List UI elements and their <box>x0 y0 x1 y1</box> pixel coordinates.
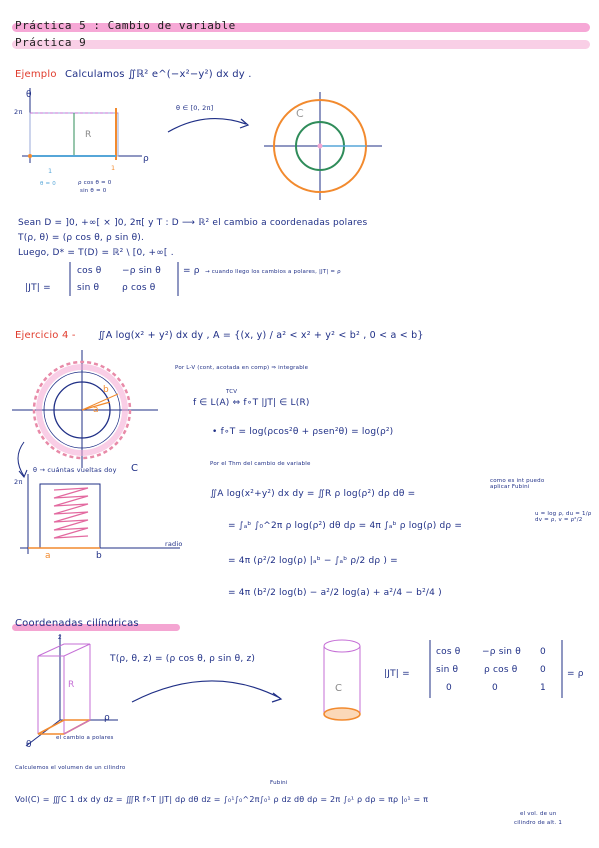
note-cos: ρ cos θ = 0 <box>78 180 112 186</box>
cyl-m11: cos θ <box>436 647 461 657</box>
jac-m11: cos θ <box>77 266 102 276</box>
fubini-note: como es int puedo aplicar Fubini <box>490 478 545 490</box>
ejercicio-title: Ejercicio 4 - <box>15 330 76 341</box>
polar-change-note: el cambio a polares <box>56 735 114 741</box>
mapping-arrow <box>166 110 256 140</box>
jacobian-label: |JT| = <box>25 283 51 293</box>
cyl-m33: 1 <box>540 683 546 693</box>
rho-axis-label: ρ <box>104 713 110 723</box>
box-r-label: R <box>68 680 75 690</box>
jac-m22: ρ cos θ <box>122 283 156 293</box>
volume-note: Calculemos el volumen de un cilindro <box>15 765 126 771</box>
ejemplo-statement: Calculamos ∬ℝ² e^(−x²−y²) dx dy . <box>65 69 252 80</box>
ejemplo-title: Ejemplo <box>15 69 57 80</box>
eq3: = 4π (ρ²/2 log(ρ) |ₐᵇ − ∫ₐᵇ ρ/2 dρ ) = <box>228 556 398 566</box>
eq1: ∬A log(x²+y²) dx dy = ∬R ρ log(ρ²) dρ dθ = <box>210 489 416 499</box>
header-highlight-2 <box>12 40 590 49</box>
transform-formula: T(ρ, θ, z) = (ρ cos θ, ρ sin θ, z) <box>110 654 256 664</box>
fubini-over: Fubini <box>270 780 288 786</box>
one-label-axis: 1 <box>48 167 53 175</box>
cyl-jac-label: |JT| = <box>384 669 410 679</box>
volume-caption-1: el vol. de un <box>520 811 557 817</box>
sean-line1: Sean D = ]0, +∞[ × ]0, 2π[ y T : D ⟶ ℝ² el cambio a coordenadas polares <box>18 218 368 228</box>
cyl-jac-result: = ρ <box>567 669 584 679</box>
eq2: = ∫ₐᵇ ∫₀^2π ρ log(ρ²) dθ dρ = 4π ∫ₐᵇ ρ log(ρ) dρ = <box>228 521 463 531</box>
cilindricas-title: Coordenadas cilíndricas <box>15 618 139 629</box>
region-r-label: R <box>85 130 92 140</box>
ejemplo-region-diagram <box>12 88 172 178</box>
thm-note: Por el Thm del cambio de variable <box>210 461 311 467</box>
annulus-diagram <box>12 350 162 470</box>
jac-m21: sin θ <box>77 283 100 293</box>
cyl-m31: 0 <box>446 683 452 693</box>
annulus-b-label: b <box>103 385 109 395</box>
axis-rho: ρ <box>143 154 149 164</box>
jac-m12: −ρ sin θ <box>122 266 161 276</box>
note-sin: sin θ = 0 <box>80 188 107 194</box>
jac-result: = ρ <box>183 266 200 276</box>
axis-a-label: a <box>45 551 51 561</box>
radio-label: radio <box>165 540 183 548</box>
z-axis-label: z <box>58 633 62 641</box>
cilindricas-arrow <box>130 670 290 710</box>
cyl-m23: 0 <box>540 665 546 675</box>
volume-equation: Vol(C) = ∭C 1 dx dy dz = ∭R f∘T |JT| dρ dθ dz = ∫₀¹∫₀^2π∫₀¹ ρ dz dθ dρ = 2π ∫₀¹ ρ dρ = πρ |₀¹ = π <box>15 795 429 804</box>
polar-circles-diagram <box>264 92 384 202</box>
cyl-m12: −ρ sin θ <box>482 647 521 657</box>
cyl-m13: 0 <box>540 647 546 657</box>
annulus-a-label: a <box>93 405 99 415</box>
lv-note: Por L-V (cont, acotada en comp) ⇒ integrable <box>175 365 309 371</box>
note-theta0: θ = 0 <box>40 181 56 187</box>
page-subtitle: Práctica 9 <box>15 36 87 49</box>
cyl-m21: sin θ <box>436 665 459 675</box>
two-pi-label: 2π <box>14 108 23 116</box>
tcv-equivalence: f ∈ L(A) ⇔ f∘T |JT| ∈ L(R) <box>193 398 310 408</box>
two-pi-ejercicio: 2π <box>14 478 23 486</box>
circle-c-label: C <box>296 107 304 120</box>
axis-b-label: b <box>96 551 102 561</box>
ejercicio-statement: ∬A log(x² + y²) dx dy , A = {(x, y) / a² < x² + y² < b² , 0 < a < b} <box>98 330 424 341</box>
theta-axis-label: θ <box>26 740 32 750</box>
jac-note: → cuando llego los cambios a polares, |JT| = ρ <box>205 269 341 275</box>
ejercicio-c-label: C <box>131 463 139 474</box>
one-label-orange: 1 <box>111 164 116 172</box>
sean-line2: T(ρ, θ) = (ρ cos θ, ρ sin θ). <box>18 233 145 243</box>
arrow-theta-label: θ ∈ [0, 2π] <box>176 104 214 112</box>
fot-formula: • f∘T = log(ρcos²θ + ρsen²θ) = log(ρ²) <box>212 427 394 437</box>
sean-line3: Luego, D* = T(D) = ℝ² \ [0, +∞[ . <box>18 248 174 258</box>
cyl-m22: ρ cos θ <box>484 665 518 675</box>
tcv-over: TCV <box>226 389 238 395</box>
theta-turns-note: θ → cuántas vueltas doy <box>33 466 117 474</box>
cyl-m32: 0 <box>492 683 498 693</box>
volume-caption-2: cilindro de alt. 1 <box>514 820 563 826</box>
parts-note: u = log ρ, du = 1/ρ dv = ρ, v = ρ²/2 <box>535 511 592 523</box>
eq4: = 4π (b²/2 log(b) − a²/2 log(a) + a²/4 − b²/4 ) <box>228 588 442 598</box>
axis-theta: θ <box>26 90 32 100</box>
cylinder-c-label: C <box>335 683 343 694</box>
page-title: Práctica 5 : Cambio de variable <box>15 19 236 32</box>
cylinder-diagram <box>318 638 368 728</box>
